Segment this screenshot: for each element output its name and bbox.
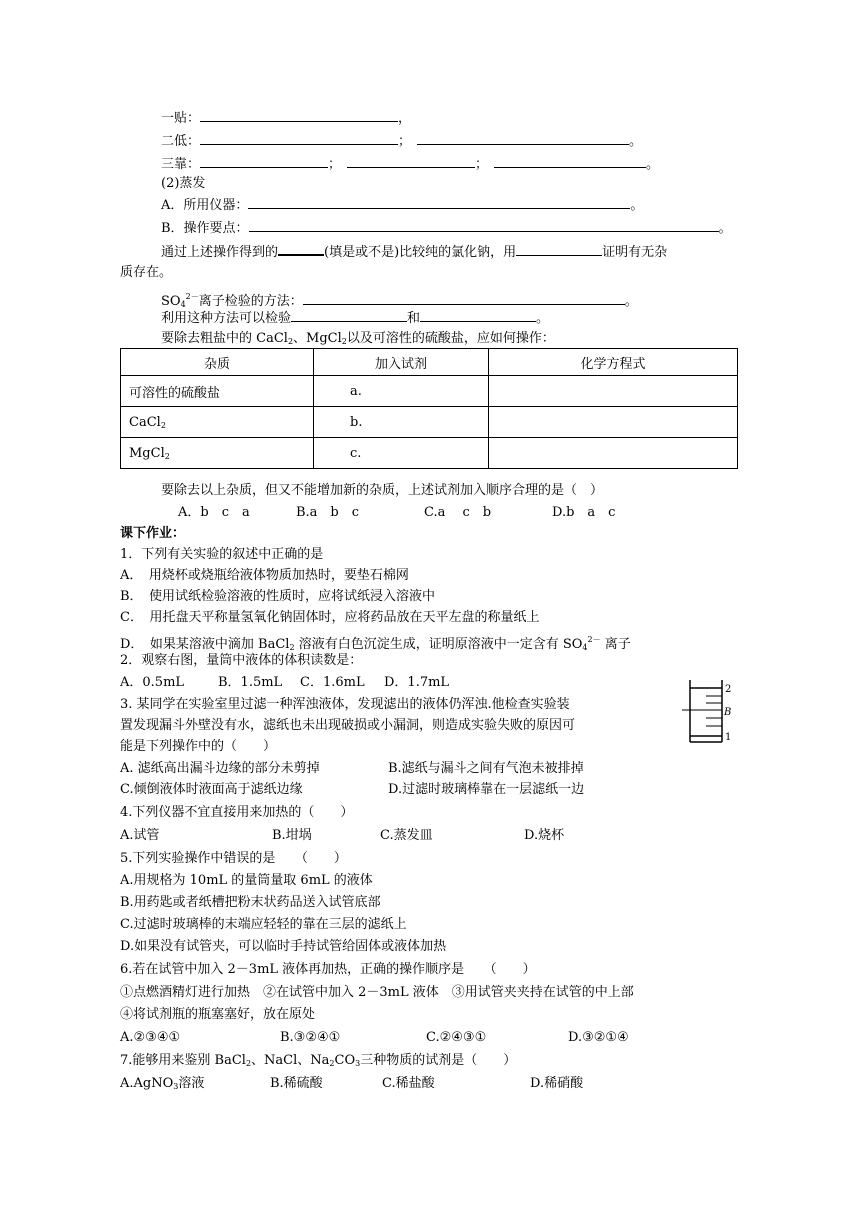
- option-a[interactable]: A.试管: [120, 828, 160, 843]
- er-di-label: 二低：: [161, 134, 201, 149]
- q3-line-3: 能是下列操作中的（ ）: [120, 739, 277, 754]
- q1-stem: 1．下列有关实验的叙述中正确的是: [120, 547, 324, 562]
- detect-line: 利用这种方法可以检验 和 。: [161, 311, 550, 326]
- option-d[interactable]: D．1.7mL: [384, 675, 450, 690]
- remove-intro-line: 要除去粗盐中的 CaCl$_2$、MgCl$_2$以及可溶性的硫酸盐，应如何操作：: [161, 331, 555, 346]
- answer-blank: [249, 219, 719, 232]
- column-header: 化学方程式: [489, 349, 738, 376]
- q5-option-c[interactable]: C.过滤时玻璃棒的末端应轻轻的靠在三层的滤纸上: [120, 917, 407, 932]
- answer-blank: [278, 242, 324, 256]
- table-header-row: [121, 349, 738, 376]
- q6-steps: ①点燃酒精灯进行加热 ②在试管中加入 2－3mL 液体 ③用试管夹夹持在试管的中上部: [120, 985, 634, 1000]
- answer-blank: [291, 309, 407, 322]
- impurity-table: [120, 348, 738, 469]
- q3-line-1: 3. 某同学在实验室里过滤一种浑浊液体，发现滤出的液体仍浑浊.他检查实验装: [120, 697, 570, 712]
- q2-stem: 2．观察右图，量筒中液体的体积读数是：: [120, 653, 363, 668]
- q1-option-a[interactable]: A． 用烧杯或烧瓶给液体物质加热时，要垫石棉网: [120, 568, 409, 583]
- q1-option-c[interactable]: C． 用托盘天平称量氢氧化钠固体时，应将药品放在天平左盘的称量纸上: [120, 610, 540, 625]
- yi-tie-label: 一贴：: [161, 111, 201, 126]
- reagent-cell: c.: [314, 438, 489, 469]
- answer-blank: [516, 243, 602, 256]
- reagent-cell: b.: [314, 407, 489, 438]
- reagent-cell: a.: [314, 376, 489, 407]
- answer-blank: [200, 109, 398, 122]
- instruments-line: A．所用仪器： 。: [161, 198, 644, 213]
- answer-blank: [248, 196, 630, 209]
- q6-step-4: ④将试剂瓶的瓶塞塞好，放在原处: [120, 1007, 316, 1022]
- answer-blank: [417, 132, 629, 145]
- option-a[interactable]: A．0.5mL: [120, 675, 185, 690]
- option-c[interactable]: C．1.6mL: [300, 675, 365, 690]
- q5-option-b[interactable]: B.用药匙或者纸槽把粉末状药品送入试管底部: [120, 895, 381, 910]
- equation-cell[interactable]: [489, 438, 738, 469]
- q3-line-2: 置发现漏斗外壁没有水，滤纸也未出现破损或小漏洞，则造成实验失败的原因可: [120, 718, 576, 733]
- mark-2: 2: [725, 684, 732, 695]
- option-c[interactable]: C.稀盐酸: [382, 1076, 435, 1091]
- impurity-cell: 可溶性的硫酸盐: [121, 376, 314, 407]
- answer-blank: [347, 155, 475, 168]
- answer-blank: [303, 292, 625, 305]
- q5-option-d[interactable]: D.如果没有试管夹，可以临时手持试管给固体或液体加热: [120, 939, 447, 954]
- option-c[interactable]: C.倾倒液体时液面高于滤纸边缘: [120, 782, 303, 797]
- option-b[interactable]: B．1.5mL: [218, 675, 283, 690]
- option-c[interactable]: C.②④③①: [426, 1030, 487, 1045]
- san-kao-label: 三靠：: [161, 157, 201, 172]
- mark-b: B: [724, 707, 732, 718]
- option-a[interactable]: A. 滤纸高出漏斗边缘的部分未剪掉: [120, 761, 320, 776]
- mark-1: 1: [725, 732, 732, 743]
- option-b[interactable]: B.坩埚: [272, 828, 312, 843]
- option-d[interactable]: D.过滤时玻璃棒靠在一层滤纸一边: [388, 782, 585, 797]
- option-b[interactable]: B.③②④①: [280, 1030, 341, 1045]
- q5-stem: 5.下列实验操作中错误的是 （ ）: [120, 851, 347, 866]
- evaporation-heading: (2)蒸发: [161, 176, 206, 191]
- er-di-line: 二低： ； 。: [161, 134, 643, 149]
- option-d[interactable]: D.③②①④: [568, 1030, 629, 1045]
- option-b[interactable]: B.a b c: [296, 505, 360, 520]
- q1-option-b[interactable]: B． 使用试纸检验溶液的性质时，应将试纸浸入溶液中: [120, 589, 436, 604]
- answer-blank: [420, 309, 536, 322]
- sulfate-test-line: $SO_4^{2-}$离子检验的方法： 。: [161, 292, 638, 309]
- option-a[interactable]: A．b c a: [178, 505, 250, 520]
- option-d[interactable]: D.稀硝酸: [530, 1076, 584, 1091]
- option-a[interactable]: A.②③④①: [120, 1030, 181, 1045]
- order-options: [178, 504, 615, 522]
- answer-blank: [200, 132, 398, 145]
- q6-options: [120, 1029, 629, 1047]
- q3-options-row-1: [120, 760, 584, 778]
- purity-line-2: 质存在。: [120, 265, 173, 280]
- key-points-line: B．操作要点： 。: [161, 221, 732, 236]
- q7-options: [120, 1075, 583, 1096]
- option-b[interactable]: B.稀硫酸: [270, 1076, 323, 1091]
- answer-blank: [494, 155, 646, 168]
- q1-option-d[interactable]: D． 如果某溶液中滴加 BaCl$_2$ 溶液有白色沉淀生成，证明原溶液中一定含有 $SO_4^{2-}$ 离子: [120, 635, 631, 652]
- option-b[interactable]: B.滤纸与漏斗之间有气泡未被排掉: [388, 761, 584, 776]
- purity-line: 通过上述操作得到的 (填是或不是)比较纯的氯化钠，用 证明有无杂: [161, 242, 667, 262]
- q5-option-a[interactable]: A.用规格为 10mL 的量筒量取 6mL 的液体: [120, 873, 373, 888]
- column-header: 杂质: [121, 349, 314, 376]
- option-c[interactable]: C.a c b: [424, 505, 492, 520]
- column-header: 加入试剂: [314, 349, 489, 376]
- q4-options: [120, 827, 564, 845]
- equation-cell[interactable]: [489, 407, 738, 438]
- order-question: 要除去以上杂质，但又不能增加新的杂质，上述试剂加入顺序合理的是（ ）: [161, 483, 604, 498]
- equation-cell[interactable]: [489, 376, 738, 407]
- table-row: [121, 407, 738, 438]
- impurity-cell: MgCl$_2$: [121, 438, 314, 469]
- q2-options: [120, 674, 449, 692]
- option-d[interactable]: D.烧杯: [524, 828, 565, 843]
- q3-options-row-2: [120, 781, 584, 799]
- option-c[interactable]: C.蒸发皿: [380, 828, 433, 843]
- q6-stem: 6.若在试管中加入 2－3mL 液体再加热，正确的操作顺序是 （ ）: [120, 962, 536, 977]
- answer-blank: [200, 155, 328, 168]
- option-a[interactable]: A.AgNO$_3$溶液: [120, 1076, 205, 1091]
- table-row: [121, 376, 738, 407]
- yi-tie-line: 一贴： ，: [161, 111, 412, 126]
- option-d[interactable]: D.b a c: [552, 505, 616, 520]
- homework-heading: 课下作业：: [120, 526, 186, 541]
- q7-stem: 7.能够用来鉴别 BaCl$_2$、NaCl、$Na_2CO_3$三种物质的试剂是（ ）: [120, 1053, 517, 1068]
- san-kao-line: 三靠： ； ； 。: [161, 157, 660, 172]
- impurity-cell: CaCl$_2$: [121, 407, 314, 438]
- graduated-cylinder-figure: [680, 676, 740, 746]
- table-row: [121, 438, 738, 469]
- q4-stem: 4.下列仪器不宜直接用来加热的（ ）: [120, 805, 354, 820]
